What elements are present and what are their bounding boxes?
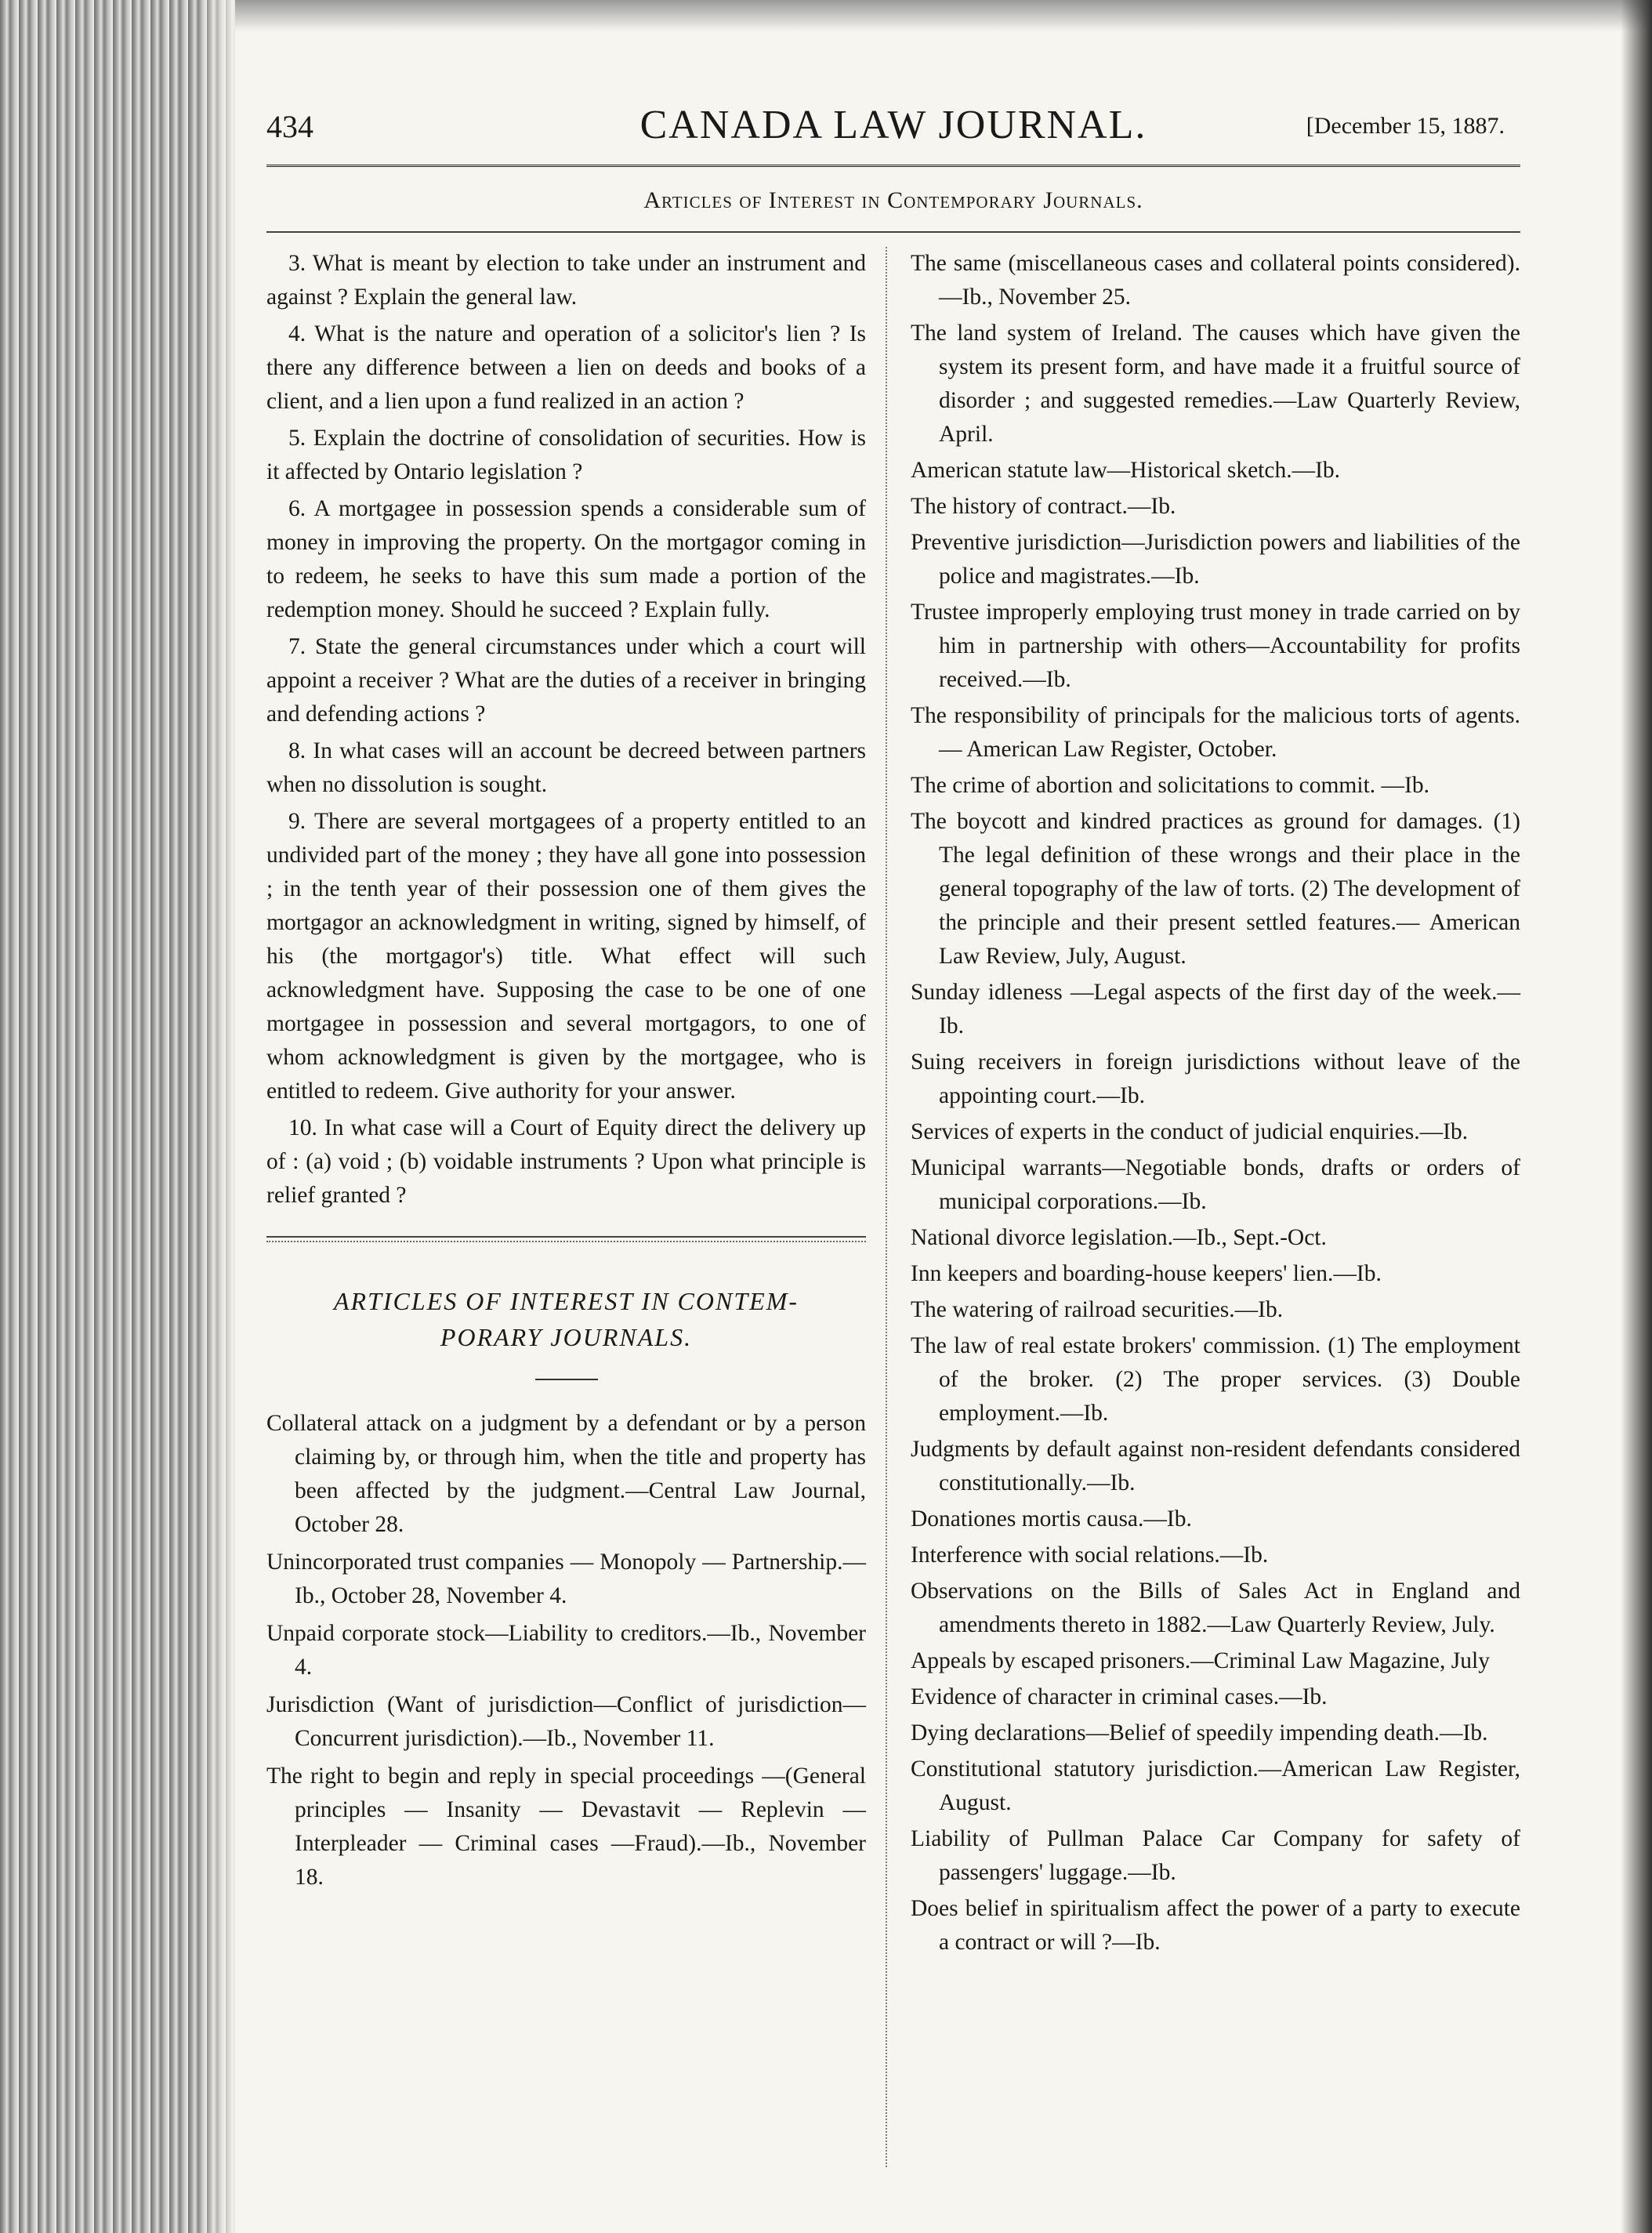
right-page-edge bbox=[1621, 0, 1652, 2233]
article-entry: The same (miscellaneous cases and collateral points considered).—Ib., November 25. bbox=[911, 251, 1520, 310]
article-entry: Constitutional statutory jurisdiction.—American Law Register, August. bbox=[911, 1756, 1520, 1815]
column-rule bbox=[886, 247, 887, 2167]
article-entry: Suing receivers in foreign jurisdictions without leave of the appointing court.—Ib. bbox=[911, 1049, 1520, 1108]
exam-question: 3. What is meant by election to take under an instrument and against ? Explain the general law. bbox=[266, 251, 866, 310]
article-entry: Liability of Pullman Palace Car Company for safety of passengers' luggage.—Ib. bbox=[911, 1826, 1520, 1885]
article-entry: Unpaid corporate stock—Liability to creditors.—Ib., November 4. bbox=[266, 1621, 866, 1680]
article-entry: Preventive jurisdiction—Jurisdiction powers and liabilities of the police and magistrates.—Ib. bbox=[911, 530, 1520, 589]
article-entry: The watering of railroad securities.—Ib. bbox=[911, 1297, 1284, 1322]
article-entry: Observations on the Bills of Sales Act in England and amendments thereto in 1882.—Law Quarterly Review, July. bbox=[911, 1579, 1520, 1637]
binding-fade bbox=[196, 0, 243, 2233]
article-entry: Jurisdiction (Want of jurisdiction—Conflict of jurisdiction—Concurrent jurisdiction).—Ib., November 11. bbox=[266, 1692, 866, 1751]
article-entry: The law of real estate brokers' commission. (1) The employment of the broker. (2) The proper services. (3) Double employment.—Ib. bbox=[911, 1333, 1520, 1426]
article-entry: Judgments by default against non-resident defendants considered constitutionally.—Ib. bbox=[911, 1437, 1520, 1495]
article-entry: Dying declarations—Belief of speedily impending death.—Ib. bbox=[911, 1720, 1488, 1745]
section-divider bbox=[266, 1236, 866, 1242]
exam-question: 9. There are several mortgagees of a property entitled to an undivided part of the money ; they have all gone into possession ; in the tenth year of their possession one of them gives the mortgagor an acknowledgment in writing, signed by himself, of his (the mortgagor's) title. What effect will such acknowledgment have. Supposing the case to be one of one mortgagee in possession and several mortgagors, to one of whom acknowledgment is given by the mortgagee, who is entitled to redeem. Give authority for your answer. bbox=[266, 809, 866, 1104]
left-column bbox=[266, 247, 866, 1898]
exam-question: 6. A mortgagee in possession spends a considerable sum of money in improving the property. On the mortgagor coming in to redeem, he seeks to have this sum made a portion of the redemption money. Should he succeed ? Explain fully. bbox=[266, 496, 866, 622]
article-entry: Trustee improperly employing trust money in trade carried on by him in partnership with others—Accountability for profits received.—Ib. bbox=[911, 600, 1520, 692]
article-entry: Municipal warrants—Negotiable bonds, drafts or orders of municipal corporations.—Ib. bbox=[911, 1155, 1520, 1214]
article-entry: The responsibility of principals for the malicious torts of agents.— American Law Register, October. bbox=[911, 703, 1520, 762]
article-entry: Does belief in spiritualism affect the power of a party to execute a contract or will ?—Ib. bbox=[911, 1896, 1520, 1955]
exam-question: 5. Explain the doctrine of consolidation of securities. How is it affected by Ontario legislation ? bbox=[266, 426, 866, 484]
article-entry: Evidence of character in criminal cases.—Ib. bbox=[911, 1684, 1328, 1709]
exam-question: 8. In what cases will an account be decreed between partners when no dissolution is sought. bbox=[266, 738, 866, 797]
section-heading: ARTICLES OF INTEREST IN CONTEM- bbox=[334, 1287, 799, 1315]
journal-page bbox=[266, 94, 1520, 2195]
article-entry: Sunday idleness —Legal aspects of the first day of the week.—Ib. bbox=[911, 980, 1520, 1039]
article-entry: The right to begin and reply in special proceedings —(General principles — Insanity — Devastavit — Replevin — Interpleader — Criminal cases —Fraud).—Ib., November 18. bbox=[266, 1764, 866, 1890]
article-entry: The boycott and kindred practices as ground for damages. (1) The legal definition of these wrongs and their place in the general topography of the law of torts. (2) The development of the principle and their present settled features.— American Law Review, July, August. bbox=[911, 809, 1520, 969]
article-entry: Inn keepers and boarding-house keepers' lien.—Ib. bbox=[911, 1261, 1382, 1286]
exam-question: 7. State the general circumstances under which a court will appoint a receiver ? What are the duties of a receiver in bringing and defending actions ? bbox=[266, 634, 866, 727]
section-heading: PORARY JOURNALS. bbox=[440, 1323, 693, 1351]
exam-question: 10. In what case will a Court of Equity direct the delivery up of : (a) void ; (b) voidable instruments ? Upon what principle is relief granted ? bbox=[266, 1115, 866, 1208]
article-entry: American statute law—Historical sketch.—Ib. bbox=[911, 458, 1341, 483]
article-entry: National divorce legislation.—Ib., Sept.-Oct. bbox=[911, 1225, 1327, 1250]
page-number: 434 bbox=[266, 109, 313, 144]
running-head: Articles of Interest in Contemporary Journals. bbox=[266, 187, 1520, 233]
article-entry: Donationes mortis causa.—Ib. bbox=[911, 1506, 1192, 1532]
page-header bbox=[266, 94, 1520, 167]
exam-question: 4. What is the nature and operation of a solicitor's lien ? Is there any difference between a lien on deeds and books of a client, and a lien upon a fund realized in an action ? bbox=[266, 321, 866, 414]
article-entry: Appeals by escaped prisoners.—Criminal Law Magazine, July bbox=[911, 1648, 1490, 1673]
article-entry: The crime of abortion and solicitations to commit. —Ib. bbox=[911, 773, 1429, 798]
article-entry: Services of experts in the conduct of judicial enquiries.—Ib. bbox=[911, 1119, 1469, 1144]
article-entry: Unincorporated trust companies — Monopoly — Partnership.—Ib., October 28, November 4. bbox=[266, 1550, 866, 1608]
two-column-body bbox=[266, 247, 1520, 2191]
article-entry: Interference with social relations.—Ib. bbox=[911, 1542, 1269, 1568]
article-entry: The history of contract.—Ib. bbox=[911, 494, 1176, 519]
article-entry: The land system of Ireland. The causes which have given the system its present form, and have made it a fruitful source of disorder ; and suggested remedies.—Law Quarterly Review, April. bbox=[911, 321, 1520, 447]
journal-title: CANADA LAW JOURNAL. bbox=[639, 103, 1147, 147]
issue-date: [December 15, 1887. bbox=[1306, 113, 1505, 139]
article-entry: Collateral attack on a judgment by a defendant or by a person claiming by, or through him, when the title and property has been affected by the judgment.—Central Law Journal, October 28. bbox=[266, 1411, 866, 1537]
top-page-edge bbox=[235, 0, 1652, 31]
short-rule bbox=[535, 1379, 598, 1380]
right-column bbox=[911, 247, 1520, 1962]
